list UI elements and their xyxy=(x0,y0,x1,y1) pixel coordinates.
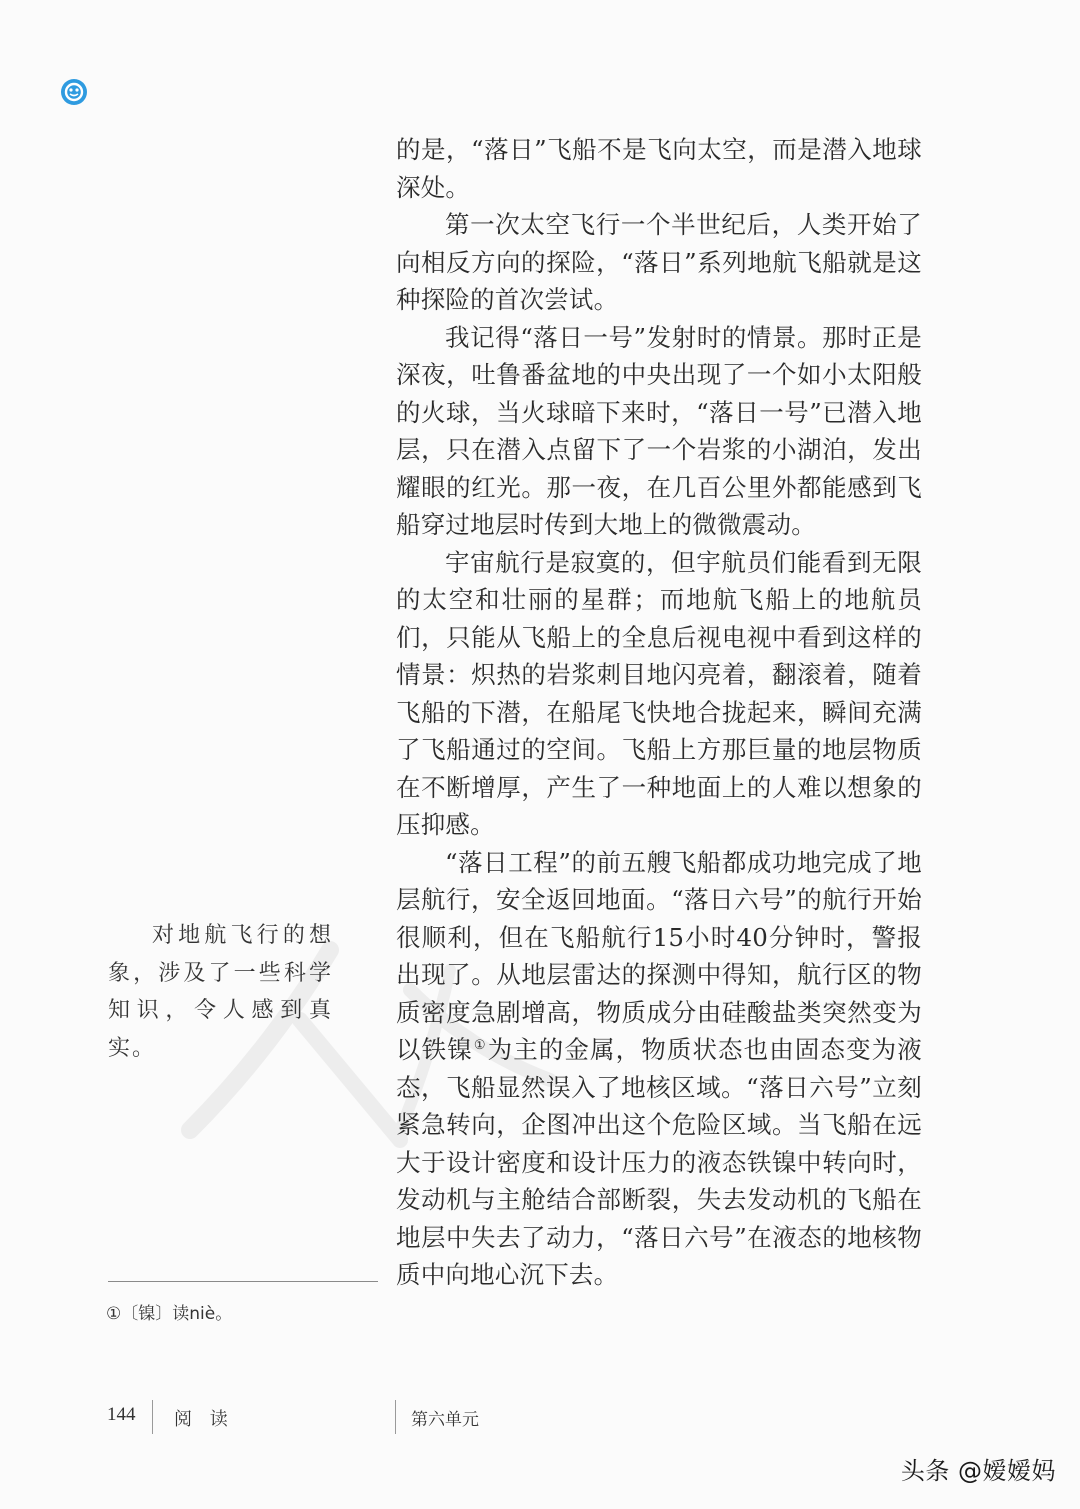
paragraph-text: “落日工程”的前五艘飞船都成功地完成了地层航行，安全返回地面。“落日六号”的航行开始很顺利，但在飞船航行15小时40分钟时，警报出现了。从地层雷达的探测中得知，航行区的物质密度急剧增高，物质成分由硅酸盐类突然变为以铁镍 xyxy=(396,847,922,1064)
page-number: 144 xyxy=(107,1404,136,1425)
unit-label: 第六单元 xyxy=(411,1410,479,1430)
paragraph-text: 为主的金属，物质状态也由固态变为液态，飞船显然误入了地核区域。“落日六号”立刻紧急转向，企图冲出这个危险区域。当飞船在远大于设计密度和设计压力的液态铁镍中转向时，发动机与主舱结合部断裂，失去发动机的飞船在地层中失去了动力，“落日六号”在液态的地核物质中向地心沉下去。 xyxy=(396,1035,922,1289)
paragraph: 第一次太空飞行一个半世纪后，人类开始了向相反方向的探险，“落日”系列地航飞船就是这种探险的首次尝试。 xyxy=(396,210,922,314)
side-annotation: 对地航飞行的想象，涉及了一些科学知识，令人感到真实。 xyxy=(108,923,333,1061)
footnote: ①〔镍〕读niè。 xyxy=(106,1304,233,1324)
paragraph: 宇宙航行是寂寞的，但宇航员们能看到无限的太空和壮丽的星群；而地航飞船上的地航员们，只能从飞船上的全息后视电视中看到这样的情景：炽热的岩浆刺目地闪亮着，翻滚着，随着飞船的下潜，在船尾飞快地合拢起来，瞬间充满了飞船通过的空间。飞船上方那巨量的地层物质在不断增厚，产生了一种地面上的人难以想象的压抑感。 xyxy=(396,547,922,839)
section-label: 阅 读 xyxy=(174,1409,234,1430)
paragraph xyxy=(396,844,922,1294)
paragraph: 的是，“落日”飞船不是飞向太空，而是潜入地球深处。 xyxy=(396,135,922,202)
footnote-reference[interactable]: ① xyxy=(473,1037,487,1053)
paragraph: 我记得“落日一号”发射时的情景。那时正是深夜，吐鲁番盆地的中央出现了一个如小太阳般的火球，当火球暗下来时，“落日一号”已潜入地层，只在潜入点留下了一个岩浆的小湖泊，发出耀眼的红光。那一夜，在几百公里外都能感到飞船穿过地层时传到大地上的微微震动。 xyxy=(396,322,922,539)
publisher-logo-icon xyxy=(60,78,88,106)
source-watermark: 头条 @嫒嫒妈 xyxy=(900,1457,1056,1485)
footer-divider xyxy=(395,1400,396,1434)
main-text-column xyxy=(396,131,922,1294)
footer-divider xyxy=(152,1400,153,1434)
footnote-divider xyxy=(108,1281,378,1282)
